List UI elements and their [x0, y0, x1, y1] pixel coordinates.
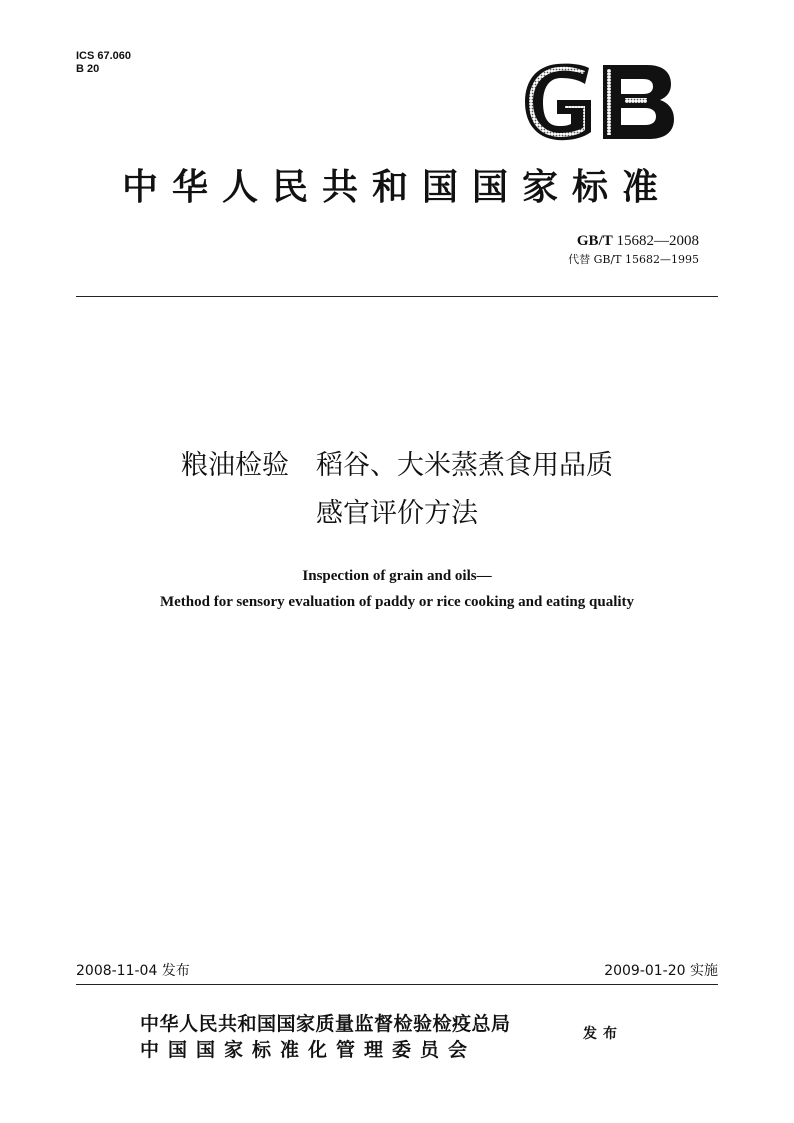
- issue-date: 2008-11-04 发布: [76, 963, 190, 979]
- gb-logo: [519, 62, 677, 142]
- cn-title-line1: 粮油检验 稻谷、大米蒸煮食用品质: [181, 450, 613, 481]
- standard-number-value: 15682—2008: [616, 233, 699, 249]
- cn-title-line2: 感官评价方法: [316, 498, 478, 529]
- classification-codes: [76, 50, 131, 76]
- ics-code: ICS 67.060: [76, 50, 132, 62]
- issuer-aqsiq: 中华人民共和国国家质量监督检验检疫总局: [140, 1013, 511, 1035]
- issue-action: 发布: [583, 1026, 623, 1042]
- implementation-date: 2009-01-20 实施: [604, 963, 718, 979]
- en-title-line2: Method for sensory evaluation of paddy or rice cooking and eating quality: [159, 594, 635, 610]
- footer-divider: [76, 984, 718, 985]
- standard-number-prefix: GB/T: [576, 233, 613, 249]
- issuer-sac: 中国国家标准化管理委员会: [140, 1039, 477, 1061]
- en-title-line1: Inspection of grain and oils—: [302, 568, 492, 584]
- logo-letter-b: [603, 65, 674, 139]
- standard-number: [577, 232, 699, 250]
- standard-type-title: 中华人民共和国国家标准: [121, 166, 672, 208]
- logo-letter-g: [525, 64, 591, 141]
- replaces-standard: 代替 GB/T 15682—1995: [568, 253, 699, 266]
- ccs-code: B 20: [76, 63, 100, 75]
- header-divider: [76, 296, 718, 297]
